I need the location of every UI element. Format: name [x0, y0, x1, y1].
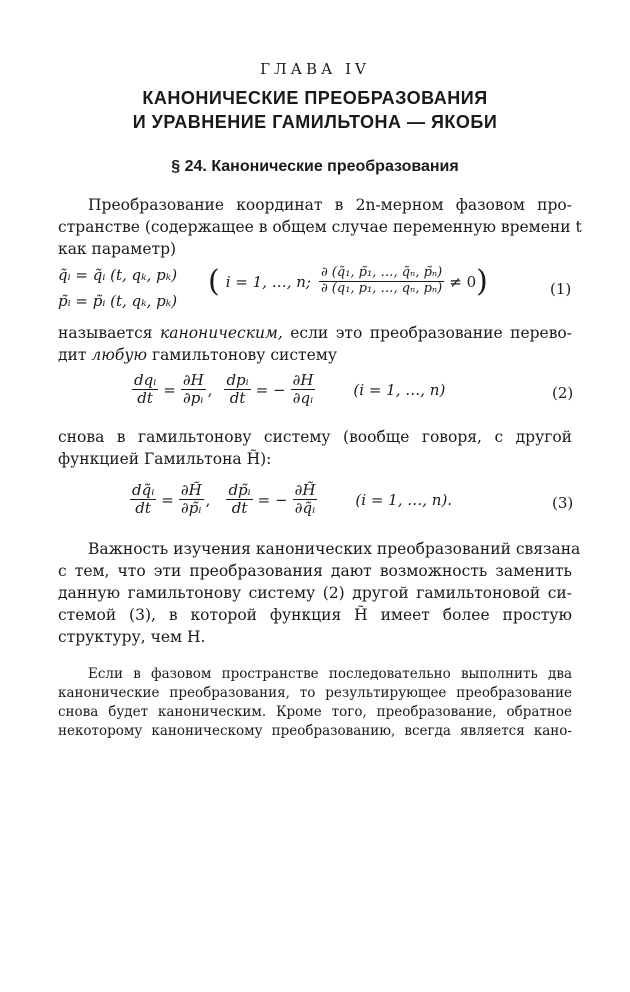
fraction-dH-dq	[291, 372, 316, 408]
chapter-title-line-2: И УРАВНЕНИЕ ГАМИЛЬТОНА — ЯКОБИ	[132, 112, 498, 132]
paragraph-1-line: как параметр)	[58, 240, 177, 258]
equation-1-line-a: q̃ᵢ = q̃ᵢ (t, qₖ, pₖ)	[58, 266, 178, 284]
paragraph-3-line: снова в гамильтонову систему (вообще говоря, с другой	[58, 428, 572, 446]
fraction-dH-tilde-dp	[179, 482, 204, 518]
denominator: ∂pᵢ	[183, 389, 204, 408]
jacobian-fraction	[319, 266, 444, 297]
comma: ,	[207, 380, 213, 399]
equation-2-range: (i = 1, …, n)	[353, 380, 446, 399]
denominator: dt	[137, 389, 153, 408]
equals-sign: =	[163, 380, 176, 399]
fraction-dH-dp	[181, 372, 206, 408]
equation-2	[130, 372, 445, 408]
equation-number-1: (1)	[550, 280, 572, 298]
paragraph-4-line: стемой (3), в которой функция H̃ имеет более простую	[58, 606, 572, 624]
equation-number-3: (3)	[552, 494, 574, 512]
denominator: dt	[229, 389, 246, 408]
jacobian-denominator: ∂ (q₁, p₁, …, qₙ, pₙ)	[320, 281, 443, 296]
paragraph-4-line: структуру, чем H.	[58, 628, 206, 646]
paragraph-4-line: Важность изучения канонических преобразований связана	[88, 540, 581, 558]
chapter-title-line-1: КАНОНИЧЕСКИЕ ПРЕОБРАЗОВАНИЯ	[142, 88, 488, 108]
equals-minus-sign: = −	[255, 380, 286, 399]
jacobian-numerator: ∂ (q̃₁, p̃₁, …, q̃ₙ, p̃ₙ)	[320, 265, 443, 281]
equals-sign: =	[161, 490, 174, 509]
denominator: ∂qᵢ	[292, 389, 314, 408]
paragraph-5-line: снова будет каноническим. Кроме того, преобразование, обратное	[58, 704, 572, 720]
close-paren: )	[476, 264, 488, 299]
equation-1-condition	[208, 264, 488, 299]
paragraph-1-line: Преобразование координат в 2n-мерном фазовом про-	[88, 196, 572, 214]
denominator: dt	[231, 499, 248, 518]
denominator: ∂p̃ᵢ	[181, 499, 202, 518]
paragraph-5-line: Если в фазовом пространстве последовательно выполнить два	[88, 666, 572, 682]
numerator: dq̃ᵢ	[132, 481, 155, 499]
comma: ,	[205, 490, 211, 509]
fraction-dH-tilde-dq	[293, 482, 318, 518]
equation-1-line-b: p̃ᵢ = p̃ᵢ (t, qₖ, pₖ)	[58, 292, 178, 310]
section-title: § 24. Канонические преобразования	[171, 158, 459, 175]
fraction-dq-tilde-dt	[130, 482, 156, 518]
fraction-dp-dt	[224, 372, 250, 408]
numerator: ∂H̃	[294, 481, 316, 499]
not-equal-zero: ≠ 0	[449, 272, 477, 291]
equation-number-2: (2)	[552, 384, 574, 402]
paragraph-2-line: называется каноническим, если это преобразование перево-	[58, 324, 573, 342]
paragraph-4-line: данную гамильтонову систему (2) другой гамильтоновой си-	[58, 584, 572, 602]
paragraph-3-line: функцией Гамильтона H̃):	[58, 450, 272, 468]
equation-3	[128, 482, 452, 518]
equation-1-range: i = 1, …, n;	[225, 272, 311, 291]
paragraph-2-line: дит любую гамильтонову систему	[58, 346, 337, 364]
equation-3-range: (i = 1, …, n).	[355, 490, 453, 509]
denominator: dt	[135, 499, 151, 518]
fraction-dq-dt	[132, 372, 158, 408]
numerator: dqᵢ	[134, 371, 157, 389]
denominator: ∂q̃ᵢ	[294, 499, 316, 518]
equals-minus-sign: = −	[257, 490, 288, 509]
open-paren: (	[208, 264, 220, 299]
paragraph-5-line: канонические преобразования, то результирующее преобразование	[58, 685, 572, 701]
numerator: ∂H	[182, 371, 204, 389]
numerator: ∂H̃	[180, 481, 202, 499]
paragraph-5-line: некоторому каноническому преобразованию, всегда является кано-	[58, 723, 572, 739]
numerator: dp̃ᵢ	[228, 481, 251, 499]
fraction-dp-tilde-dt	[226, 482, 252, 518]
numerator: ∂H	[292, 371, 314, 389]
numerator: dpᵢ	[226, 371, 249, 389]
paragraph-1-line: странстве (содержащее в общем случае переменную времени t	[58, 218, 582, 236]
chapter-heading: ГЛАВА IV	[260, 60, 370, 78]
paragraph-4-line: с тем, что эти преобразования дают возможность заменить	[58, 562, 572, 580]
